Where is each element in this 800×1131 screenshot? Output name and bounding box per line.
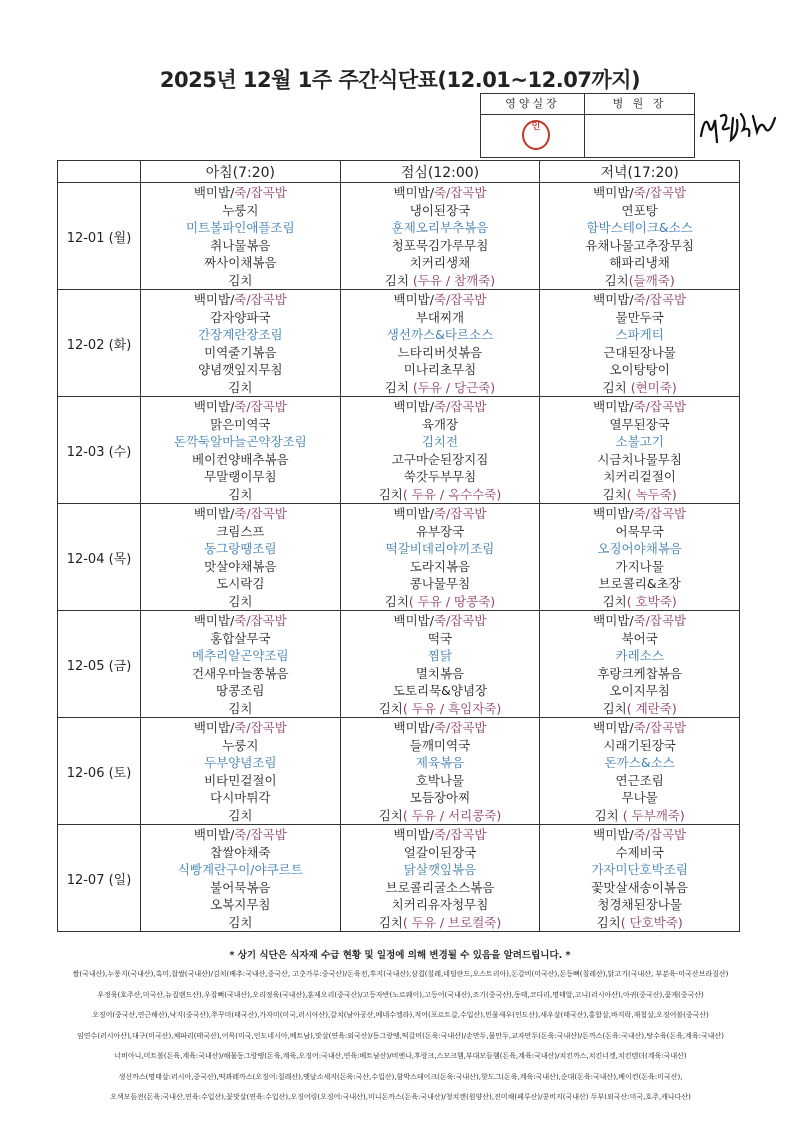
main-dish-text: 미트볼파인애플조림 — [185, 220, 295, 235]
menu-item: 건새우마늘쫑볶음 — [192, 665, 289, 681]
ingredient-origin-list — [28, 964, 773, 1108]
menu-item: 시래기된장국 — [603, 737, 676, 753]
rice-variant-text: 죽/잡곡밥 — [234, 399, 287, 414]
menu-item-text: 백미밥/ — [393, 185, 434, 200]
lunch-header: 점심(12:00) — [340, 161, 540, 183]
page-title: 2025년 12월 1주 주간식단표(12.01~12.07까지) — [159, 68, 641, 92]
menu-item: 냉이된장국 — [409, 202, 471, 218]
menu-item — [540, 291, 739, 309]
menu-item: 김치 — [228, 486, 253, 502]
menu-item: 맑은미역국 — [210, 416, 271, 432]
menu-item: 오복지무침 — [210, 897, 271, 912]
dinner-cell — [540, 397, 740, 504]
menu-item — [540, 433, 739, 451]
menu-item: 김치 — [228, 379, 253, 395]
main-dish-text: 닭살깻잎볶음 — [403, 862, 477, 877]
menu-day-row — [58, 825, 740, 932]
breakfast-cell — [141, 825, 341, 932]
menu-item — [540, 593, 739, 611]
rice-variant-text: 죽/잡곡밥 — [633, 185, 687, 200]
menu-item: 꽃맛살새송이볶음 — [591, 879, 688, 895]
porridge-option-text: (들깨죽) — [628, 272, 675, 288]
menu-item — [540, 486, 739, 504]
lunch-cell — [340, 504, 540, 611]
dinner-cell — [540, 504, 740, 611]
menu-item — [141, 398, 340, 416]
menu-item: 양념깻잎지무침 — [198, 362, 283, 377]
menu-item-text: 백미밥/ — [193, 506, 235, 521]
menu-item: 고구마순된장지짐 — [391, 451, 489, 467]
menu-item: 무말랭이무침 — [204, 469, 277, 484]
breakfast-cell — [141, 397, 341, 504]
menu-item: 무나물 — [621, 790, 658, 805]
origin-line: 임연수(러시아산),대구(미국산),체파리(태국산),어묵(미국,인도네시아,베트남),맛살(연육:외국산)/동그랑땡,떡갈비(돈육:국내산)/손만두,물만두,교자만두(돈육:국내산)/돈까스(돈육:국내산),탕수육(돈육,계육:국내산) — [77, 1031, 724, 1040]
menu-item — [341, 612, 540, 630]
porridge-option-text: ( 두유 / 땅콩죽) — [408, 593, 496, 609]
menu-item-text: 김치 — [602, 700, 627, 716]
dinner-cell — [540, 611, 740, 718]
menu-item — [341, 719, 540, 737]
menu-item: 짜사이채볶음 — [204, 255, 277, 270]
porridge-option-text: ( 호박죽) — [626, 593, 677, 609]
menu-item — [540, 219, 739, 237]
menu-item — [141, 540, 340, 558]
menu-item-text: 김치 — [596, 914, 621, 930]
lunch-cell — [340, 718, 540, 825]
menu-item: 크림스프 — [216, 523, 265, 539]
menu-item — [540, 807, 739, 825]
menu-item — [141, 433, 340, 451]
rice-variant-text: 죽/잡곡밥 — [234, 613, 287, 628]
menu-item — [141, 647, 340, 665]
menu-item — [141, 612, 340, 630]
menu-item — [341, 291, 540, 309]
porridge-option-text: ( 두유 / 브로컬죽) — [402, 914, 502, 930]
menu-item — [540, 379, 739, 397]
main-dish-text: 카레소스 — [615, 648, 664, 663]
menu-item-text: 백미밥/ — [593, 506, 634, 521]
main-dish-text: 함박스테이크&소스 — [586, 220, 693, 235]
menu-item: 맛살야채볶음 — [204, 558, 277, 574]
dietitian-label: 영양실장 — [481, 94, 584, 115]
menu-item — [540, 540, 739, 558]
main-dish-text: 소불고기 — [615, 434, 664, 449]
menu-item — [540, 505, 739, 523]
lunch-cell — [340, 290, 540, 397]
menu-item: 치커리유자청무침 — [391, 897, 489, 912]
rice-variant-text: 죽/잡곡밥 — [633, 613, 687, 628]
menu-item: 오이지무침 — [609, 683, 670, 698]
main-dish-text: 스파게티 — [615, 327, 664, 342]
breakfast-cell — [141, 611, 341, 718]
menu-day-row — [58, 183, 740, 290]
menu-item-text: 백미밥/ — [193, 185, 235, 200]
menu-item — [341, 647, 540, 665]
menu-item — [141, 861, 340, 879]
menu-item-text: 백미밥/ — [593, 185, 634, 200]
menu-item: 멸치볶음 — [415, 665, 465, 681]
menu-item — [141, 219, 340, 237]
menu-item-text: 백미밥/ — [393, 720, 434, 735]
rice-variant-text: 죽/잡곡밥 — [633, 292, 687, 307]
breakfast-header: 아침(7:20) — [141, 161, 341, 183]
director-label: 병 원 장 — [585, 94, 694, 115]
menu-item — [540, 398, 739, 416]
menu-item — [540, 754, 739, 772]
origin-line: 쌀(국내산),누룽지(국내산),흑미,찹쌀(국내산)/김치(배추:국내산,중국산, 고춧가루:중국산)/돈육전,후지(국내산),삼겹(칠레,네덜란드,오스트리아),돈갈비(미국산),돈등뼈(칠레산),닭고기(국내산, 부분육-미국산브라질산) — [72, 970, 729, 978]
menu-item: 어묵무국 — [615, 523, 664, 539]
menu-item-text: 백미밥/ — [193, 613, 235, 628]
director-approval — [585, 94, 694, 157]
menu-item: 김치 — [228, 700, 253, 716]
menu-item: 홍합살무국 — [210, 630, 271, 646]
menu-item-text: 김치 — [384, 379, 413, 395]
porridge-option-text: ( 녹두죽) — [626, 486, 677, 502]
lunch-cell — [340, 611, 540, 718]
rice-variant-text: 죽/잡곡밥 — [433, 292, 487, 307]
menu-item: 김치 — [228, 914, 253, 930]
porridge-option-text: (두유 / 참깨죽) — [412, 272, 496, 288]
main-dish-text: 가자미단호박조림 — [591, 862, 688, 877]
day-label: 12-05 (금) — [58, 611, 141, 718]
breakfast-cell — [141, 504, 341, 611]
corner-cell — [58, 161, 141, 183]
menu-item: 베이컨양배추볶음 — [192, 451, 289, 467]
porridge-option-text: ( 계란죽) — [626, 700, 677, 716]
menu-item — [141, 719, 340, 737]
rice-variant-text: 죽/잡곡밥 — [433, 613, 487, 628]
menu-item-text: 백미밥/ — [393, 292, 434, 307]
menu-day-row — [58, 611, 740, 718]
menu-day-row — [58, 718, 740, 825]
menu-day-row — [58, 504, 740, 611]
day-label: 12-02 (화) — [58, 290, 141, 397]
menu-item: 치커리생채 — [409, 255, 471, 270]
porridge-option-text: ( 두부깨죽) — [622, 807, 685, 823]
menu-item: 김치 — [228, 272, 253, 288]
main-dish-text: 돈까스&소스 — [604, 755, 675, 770]
menu-item: 도라지볶음 — [409, 558, 471, 574]
origin-line: 오징어(중국산,연근해산),낙지(중국산),쭈꾸미(태국산),가자미(미국,러시아산),갈치(남아공산,베네수엘라),적어(포르트갈,수입산),민물새우(인도산),새우살(태국산),홍합살,바지락,재첩살,오징어볼(중국산) — [92, 1011, 709, 1019]
rice-variant-text: 죽/잡곡밥 — [633, 399, 687, 414]
main-dish-text: 훈제오리부추볶음 — [391, 220, 489, 235]
menu-header-row — [58, 161, 740, 183]
menu-item-text: 김치 — [378, 700, 403, 716]
main-dish-text: 생선까스&타르소스 — [386, 327, 494, 342]
menu-item — [141, 326, 340, 344]
menu-day-row — [58, 397, 740, 504]
menu-item-text: 백미밥/ — [393, 399, 434, 414]
origin-line: 너비아니,미트볼(돈육,계육:국내산)/해물동그랑땡(돈육,계육,오징어:국내산,연육:베트남산)/비엔나,후랑크,스모크햄,부대모듬햄(돈육,계육:국내산)/치킨까스,치킨너겟,치킨텐더(계육:국내산) — [114, 1052, 687, 1060]
menu-item: 비타민겉절이 — [204, 772, 277, 788]
menu-item: 유부장국 — [415, 523, 465, 539]
rice-variant-text: 죽/잡곡밥 — [234, 185, 287, 200]
menu-item — [341, 861, 540, 879]
menu-item — [341, 272, 540, 290]
menu-day-row — [58, 290, 740, 397]
menu-item — [341, 593, 540, 611]
menu-item-text: 백미밥/ — [593, 399, 634, 414]
rice-variant-text: 죽/잡곡밥 — [433, 185, 487, 200]
weekly-menu-table — [57, 160, 740, 932]
main-dish-text: 간장계란장조림 — [198, 327, 283, 342]
menu-item-text: 백미밥/ — [593, 613, 634, 628]
menu-item — [341, 505, 540, 523]
breakfast-cell — [141, 718, 341, 825]
menu-item: 도토리묵&양념장 — [392, 683, 488, 698]
menu-item — [540, 647, 739, 665]
menu-item-text: 김치 — [602, 593, 627, 609]
main-dish-text: 두부양념조림 — [204, 755, 277, 770]
menu-item: 열무된장국 — [609, 416, 670, 432]
main-dish-text: 식빵계란구이/야쿠르트 — [177, 862, 303, 877]
menu-item — [141, 505, 340, 523]
breakfast-cell — [141, 183, 341, 290]
menu-item: 호박나물 — [415, 772, 465, 788]
menu-item — [341, 379, 540, 397]
main-dish-text: 김치전 — [421, 434, 459, 449]
menu-item: 치커리겉절이 — [603, 469, 676, 484]
menu-item — [341, 807, 540, 825]
menu-item: 느타리버섯볶음 — [397, 344, 483, 360]
menu-item-text: 김치 — [378, 486, 403, 502]
menu-item: 땅콩조림 — [216, 683, 265, 698]
menu-item: 시금치나물무침 — [597, 451, 682, 467]
origin-line: 생선까스(명태살:러시아,중국산),떡꽈레까스(오징어:칠레산),옛날소세지(돈육:국산,수입산),함박스테이크(돈육:국내산),핫도그(돈육,계육:국내산),순대(돈육:국내산),베이컨(돈육:미국산), — [118, 1072, 683, 1081]
menu-item: 도시락김 — [216, 576, 265, 591]
menu-item — [540, 826, 739, 844]
main-dish-text: 돈깍둑알마늘곤약장조림 — [173, 434, 307, 449]
lunch-cell — [340, 397, 540, 504]
menu-item-text: 백미밥/ — [193, 827, 235, 842]
menu-item: 해파리냉채 — [609, 255, 670, 270]
menu-item: 김치 — [228, 593, 253, 609]
menu-item: 브로콜리&초장 — [598, 576, 681, 591]
porridge-option-text: (현미죽) — [630, 379, 677, 395]
menu-item: 부대찌개 — [415, 309, 465, 325]
menu-item: 미나리초무침 — [403, 362, 477, 377]
lunch-cell — [340, 825, 540, 932]
menu-item — [540, 700, 739, 718]
menu-item — [341, 184, 540, 202]
menu-item — [540, 719, 739, 737]
menu-item: 북어국 — [621, 630, 658, 646]
menu-item — [341, 826, 540, 844]
porridge-option-text: ( 두유 / 서리콩죽) — [402, 807, 502, 823]
dinner-cell — [540, 183, 740, 290]
breakfast-cell — [141, 290, 341, 397]
menu-item: 물만두국 — [615, 309, 664, 325]
menu-item — [540, 184, 739, 202]
porridge-option-text: (두유 / 당근죽) — [412, 379, 496, 395]
menu-item — [341, 700, 540, 718]
menu-item: 김치 — [228, 807, 253, 823]
origin-line: 우정육(호주산,미국산,뉴질랜드산),우잡뼈(국내산),오리정육(국내산),훈제오리(중국산)/고등자반(노르웨이),고등어(국내산),조기(중국산),동태,코다리,명태알,고니(러시아산),아귀(중국산),꽃게(중국산) — [97, 990, 704, 999]
dinner-header: 저녁(17:20) — [540, 161, 740, 183]
menu-item-text: 김치 — [384, 593, 409, 609]
menu-item: 후랑크케찹볶음 — [597, 665, 682, 681]
main-dish-text: 오징어야채볶음 — [597, 541, 682, 556]
menu-item-text: 김치 — [602, 486, 627, 502]
rice-variant-text: 죽/잡곡밥 — [234, 292, 287, 307]
menu-item — [341, 540, 540, 558]
menu-item-text: 백미밥/ — [193, 399, 235, 414]
main-dish-text: 동그랑땡조림 — [204, 541, 277, 556]
dietitian-approval — [481, 94, 585, 157]
menu-item: 콩나물무침 — [409, 576, 471, 591]
rice-variant-text: 죽/잡곡밥 — [234, 827, 287, 842]
menu-item — [540, 861, 739, 879]
porridge-option-text: ( 두유 / 옥수수죽) — [402, 486, 502, 502]
seal-stamp — [522, 120, 550, 150]
menu-item — [540, 326, 739, 344]
rice-variant-text: 죽/잡곡밥 — [433, 399, 487, 414]
menu-item — [141, 184, 340, 202]
menu-item: 얼갈이된장국 — [403, 844, 477, 860]
menu-item: 모듬장아찌 — [409, 790, 471, 805]
main-dish-text: 떡갈비데리야끼조림 — [385, 541, 495, 556]
menu-item — [341, 398, 540, 416]
rice-variant-text: 죽/잡곡밥 — [433, 506, 487, 521]
menu-item: 청포묵김가루무침 — [391, 237, 489, 253]
dinner-cell — [540, 825, 740, 932]
rice-variant-text: 죽/잡곡밥 — [234, 720, 287, 735]
day-label: 12-01 (월) — [58, 183, 141, 290]
menu-item-text: 백미밥/ — [393, 827, 434, 842]
day-label: 12-04 (목) — [58, 504, 141, 611]
menu-item: 청경채된장나물 — [597, 897, 682, 912]
menu-item: 누룽지 — [222, 737, 259, 753]
menu-item-text: 김치 — [378, 914, 403, 930]
menu-item: 들깨미역국 — [409, 737, 471, 753]
stamp-text: 인 — [531, 122, 541, 132]
main-dish-text: 찜닭 — [427, 648, 453, 663]
menu-item — [141, 291, 340, 309]
menu-item — [141, 754, 340, 772]
lunch-cell — [340, 183, 540, 290]
menu-item — [341, 914, 540, 932]
menu-item: 감자양파국 — [210, 309, 271, 325]
menu-item-text: 백미밥/ — [393, 506, 434, 521]
day-label: 12-07 (일) — [58, 825, 141, 932]
porridge-option-text: ( 두유 / 흑임자죽) — [402, 700, 502, 716]
menu-item-text: 김치 — [384, 272, 413, 288]
menu-item — [141, 826, 340, 844]
menu-item — [341, 326, 540, 344]
rice-variant-text: 죽/잡곡밥 — [633, 506, 687, 521]
director-signature — [695, 106, 785, 148]
menu-item: 오이탕탕이 — [609, 362, 670, 377]
menu-item — [540, 272, 739, 290]
menu-item-text: 백미밥/ — [593, 827, 634, 842]
menu-item: 쑥갓두부무침 — [403, 469, 477, 484]
change-notice: * 상기 식단은 식자재 수급 현황 및 일정에 의해 변경될 수 있음을 알려드립니다. * — [229, 950, 571, 961]
day-label: 12-06 (토) — [58, 718, 141, 825]
day-label: 12-03 (수) — [58, 397, 141, 504]
main-dish-text: 제육볶음 — [415, 755, 465, 770]
menu-item — [341, 219, 540, 237]
menu-item — [540, 612, 739, 630]
menu-item-text: 백미밥/ — [193, 292, 235, 307]
menu-item: 가지나물 — [615, 558, 664, 574]
menu-item: 다시마튀각 — [210, 790, 271, 805]
menu-item: 찹쌀야채죽 — [210, 844, 271, 860]
menu-item-text: 김치 — [378, 807, 403, 823]
menu-item: 누룽지 — [222, 202, 259, 218]
menu-item-text: 백미밥/ — [193, 720, 235, 735]
porridge-option-text: ( 단호박죽) — [620, 914, 683, 930]
menu-item-text: 백미밥/ — [593, 720, 634, 735]
menu-item — [341, 486, 540, 504]
menu-item — [540, 914, 739, 932]
menu-item-text: 김치 — [604, 272, 629, 288]
menu-item: 불어묵볶음 — [210, 879, 271, 895]
menu-item: 육개장 — [421, 416, 459, 432]
menu-item: 취나물볶음 — [210, 237, 271, 253]
menu-item: 근대된장나물 — [603, 344, 676, 360]
menu-item: 수제비국 — [615, 844, 664, 860]
menu-item: 연포탕 — [621, 202, 658, 218]
rice-variant-text: 죽/잡곡밥 — [633, 720, 687, 735]
dinner-cell — [540, 718, 740, 825]
menu-item-text: 백미밥/ — [593, 292, 634, 307]
menu-item: 미역줄기볶음 — [204, 344, 277, 360]
origin-line: 오색모듬전(돈육:국내산,연육:수입산),꽃맛살(연육:수입산),오징어링(오징어:국내산),미니돈까스(돈육:국내산)/청치캔(원양산),진미채(페루산)/콩비지(국내산) 두부(외국산:미국,호주,캐나다산) — [110, 1093, 691, 1101]
rice-variant-text: 죽/잡곡밥 — [433, 720, 487, 735]
menu-item — [341, 433, 540, 451]
rice-variant-text: 죽/잡곡밥 — [234, 506, 287, 521]
menu-item-text: 김치 — [602, 379, 631, 395]
rice-variant-text: 죽/잡곡밥 — [433, 827, 487, 842]
menu-item: 떡국 — [427, 630, 453, 646]
menu-item — [341, 754, 540, 772]
menu-item-text: 백미밥/ — [393, 613, 434, 628]
dinner-cell — [540, 290, 740, 397]
menu-item: 유채나물고추장무침 — [585, 237, 694, 253]
rice-variant-text: 죽/잡곡밥 — [633, 827, 687, 842]
menu-item: 연근조림 — [615, 772, 664, 788]
menu-item: 브로콜리굴소스볶음 — [385, 879, 495, 895]
main-dish-text: 메추리알곤약조림 — [192, 648, 289, 663]
approval-box — [480, 93, 695, 158]
menu-item-text: 김치 — [594, 807, 623, 823]
